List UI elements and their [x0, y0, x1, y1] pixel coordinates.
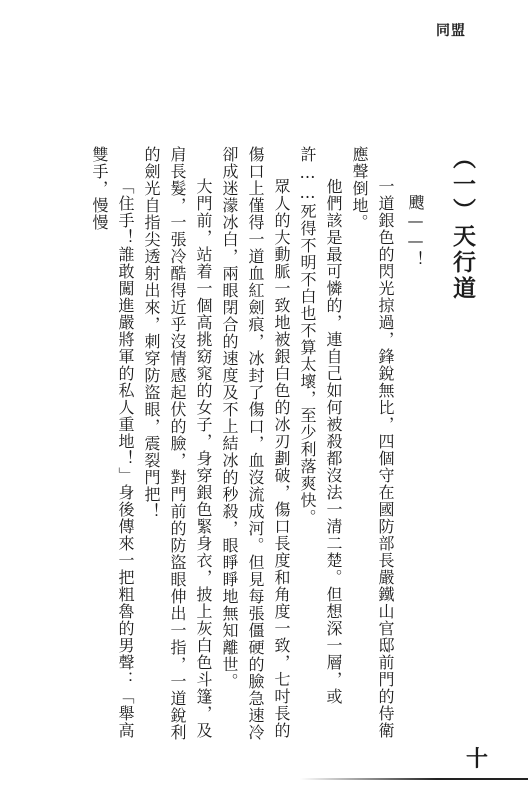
page-number: 十 [465, 746, 488, 772]
footer-rule [300, 778, 528, 780]
paragraph: 一道銀色的閃光掠過，鋒銳無比，四個守在國防部長嚴鐵山官邸前門的侍衛應聲倒地。 [350, 146, 395, 739]
paragraph: 「住手！誰敢闖進嚴將軍的私人重地！」身後傳來一把粗魯的男聲：「舉高雙手，慢慢 [90, 146, 135, 739]
vertical-text-body [86, 146, 478, 746]
chapter-title: （一）天行道 [449, 146, 475, 302]
paragraph: 眾人的大動脈一致地被銀白色的冰刃劃破，傷口長度和角度一致，七吋長的傷口上僅得一道血紅劍痕，冰封了傷口，血沒流成河。但見每張僵硬的臉急速冷卻成迷濛冰白，兩眼閉合的速度及不上結冰的秒殺，眼睜睜地無知離世。 [220, 146, 291, 741]
paragraph: 他們該是最可憐的，連自己如何被殺都沒法一清二楚。但想深一層，或許……死得不明不白也不算太壞，至少利落爽快。 [298, 146, 343, 705]
paragraph: 颼——！ [406, 194, 425, 268]
running-head-title: 同盟 [436, 23, 466, 39]
paragraph: 大門前，站着一個高挑窈窕的女子，身穿銀色緊身衣，披上灰白色斗篷，及肩長髮，一張冷酷得近乎沒情感起伏的臉，對門前的防盜眼伸出一指，一道銳利的劍光自指尖透射出來，刺穿防盜眼，震裂門把！ [142, 146, 213, 741]
